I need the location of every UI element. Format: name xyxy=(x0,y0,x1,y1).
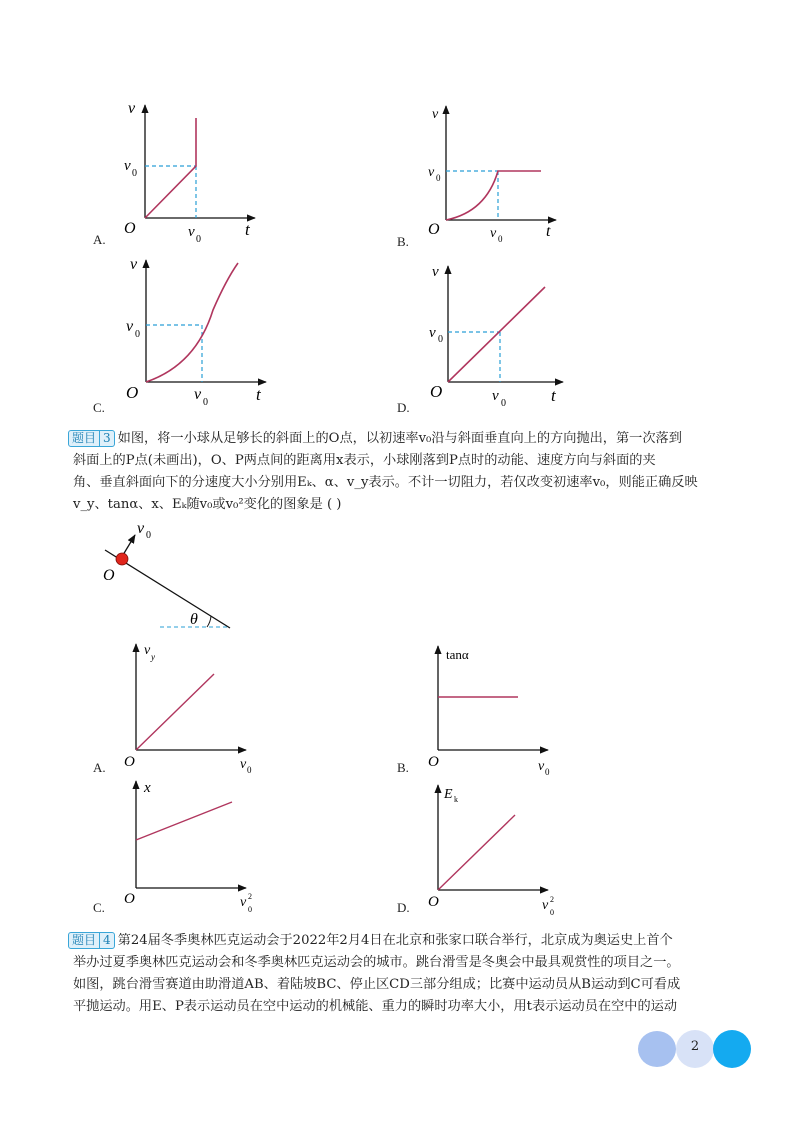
incline-figure xyxy=(95,518,245,633)
q2a-xtick-sub: 0 xyxy=(196,234,201,245)
q3a-ylabel: v xyxy=(144,643,151,658)
q3-graph-d xyxy=(420,780,570,920)
q2a-ytick-sub: 0 xyxy=(132,168,137,179)
q2a-curve xyxy=(145,118,196,218)
question-4 xyxy=(68,930,728,1018)
page-number: 2 xyxy=(690,1039,700,1054)
q3-graph-a xyxy=(118,640,268,775)
q2-graph-c xyxy=(118,255,278,410)
q3b-xlabel: v xyxy=(538,759,545,774)
q2d-xtick-sub: 0 xyxy=(501,398,506,409)
question-tag: 题目 3 xyxy=(68,430,115,447)
q3b-ylabel: tanα xyxy=(446,647,469,662)
q2b-ytick: v xyxy=(428,165,435,180)
q2b-origin: O xyxy=(428,221,440,238)
q2a-origin: O xyxy=(124,220,136,237)
q3c-ylabel: x xyxy=(144,780,151,796)
q2c-xlabel: t xyxy=(256,385,261,404)
question-tag: 题目 4 xyxy=(68,932,115,949)
q2d-ylabel: v xyxy=(432,264,439,280)
q3b-origin: O xyxy=(428,754,439,770)
q2d-xtick: v xyxy=(492,388,499,404)
q3-option-d-letter[interactable]: D. xyxy=(397,900,410,915)
q2b-ylabel: v xyxy=(432,107,439,122)
q3a-xlabel-sub: 0 xyxy=(247,765,252,775)
q2d-ytick: v xyxy=(429,325,436,341)
q3a-ylabel-sub: y xyxy=(151,652,155,662)
q2c-xtick-sub: 0 xyxy=(203,397,208,408)
page-number-badge xyxy=(638,1030,752,1068)
q2-option-c-letter[interactable]: C. xyxy=(93,400,105,415)
q4-text-1: 第24届冬季奥林匹克运动会于2022年2月4日在北京和张家口联合举行，北京成为奥运史上首个 xyxy=(117,933,673,948)
fig-origin: O xyxy=(103,567,115,584)
q3d-ylabel-sub: k xyxy=(454,795,458,804)
fig-v0-sub: 0 xyxy=(146,530,151,541)
q2b-curve xyxy=(446,171,541,220)
q2a-xtick: v xyxy=(188,224,195,240)
q2c-ylabel: v xyxy=(130,256,138,273)
q3-text-3: 角、垂直斜面向下的分速度大小分别用Eₖ、α、v_y表示。不计一切阻力，若仅改变初速率v₀，则能正确反映 xyxy=(73,475,698,490)
fig-theta: θ xyxy=(190,611,198,628)
q2b-xtick-sub: 0 xyxy=(498,234,503,244)
q4-text-4: 平抛运动。用E、P表示运动员在空中运动的机械能、重力的瞬时功率大小，用t表示运动员在空中的运动 xyxy=(73,999,678,1014)
q2a-ylabel: v xyxy=(128,100,136,117)
q2-option-b-letter[interactable]: B. xyxy=(397,234,409,249)
q3a-origin: O xyxy=(124,754,135,770)
q2d-origin: O xyxy=(430,382,443,401)
q3-option-a-letter[interactable]: A. xyxy=(93,760,106,775)
q3c-origin: O xyxy=(124,891,135,907)
q3a-xlabel: v xyxy=(240,757,247,772)
q2b-ytick-sub: 0 xyxy=(436,173,441,183)
q3c-line xyxy=(136,802,232,840)
question-3 xyxy=(68,428,728,516)
theta-arc xyxy=(207,616,211,627)
q3c-xlabel-sup: 2 xyxy=(248,892,252,901)
q2a-ytick: v xyxy=(124,158,131,174)
q3-text-2: 斜面上的P点(未画出)，O、P两点间的距离用x表示，小球刚落到P点时的动能、速度方向与斜面的夹 xyxy=(73,453,656,468)
q3d-xlabel-sup: 2 xyxy=(550,895,554,904)
q2-option-a-letter[interactable]: A. xyxy=(93,232,106,247)
q2-graph-a xyxy=(118,100,268,245)
q3-option-b-letter[interactable]: B. xyxy=(397,760,409,775)
q3d-ylabel: E xyxy=(444,787,453,802)
q3c-xlabel-sub: 0 xyxy=(248,905,252,914)
q3b-xlabel-sub: 0 xyxy=(545,767,550,777)
q4-text-2: 举办过夏季奥林匹克运动会和冬季奥林匹克运动会的城市。跳台滑雪是冬奥会中最具观赏性的项目之一。 xyxy=(73,955,680,970)
q3d-xlabel: v xyxy=(542,898,549,913)
velocity-arrow xyxy=(123,535,135,555)
q3-graph-b xyxy=(420,642,570,777)
q3c-xlabel: v xyxy=(240,895,247,910)
fig-v0: v xyxy=(137,520,145,537)
q2d-ytick-sub: 0 xyxy=(438,334,443,345)
q3a-line xyxy=(136,674,214,750)
q2b-xtick: v xyxy=(490,226,497,241)
q2c-curve xyxy=(146,263,238,382)
q3d-line xyxy=(438,815,515,890)
q2d-xlabel: t xyxy=(551,386,556,405)
q3-option-c-letter[interactable]: C. xyxy=(93,900,105,915)
q2c-origin: O xyxy=(126,383,139,402)
ball xyxy=(116,553,128,565)
q2c-ytick-sub: 0 xyxy=(135,329,140,340)
q2c-ytick: v xyxy=(126,318,134,335)
q4-text-3: 如图，跳台滑雪赛道由助滑道AB、着陆坡BC、停止区CD三部分组成；比赛中运动员从B运动到C可看成 xyxy=(73,977,681,992)
q3d-origin: O xyxy=(428,894,439,910)
q2a-xlabel: t xyxy=(245,220,250,239)
q2d-curve xyxy=(448,287,545,382)
q3-text-4: v_y、tanα、x、Eₖ随v₀或v₀²变化的图象是 ( ) xyxy=(73,497,342,512)
q2-option-d-letter[interactable]: D. xyxy=(397,400,410,415)
q3d-xlabel-sub: 0 xyxy=(550,908,554,917)
q3-graph-c xyxy=(118,775,268,915)
q2c-xtick: v xyxy=(194,386,202,403)
q2b-xlabel: t xyxy=(546,223,551,240)
q3-text-1: 如图，将一小球从足够长的斜面上的O点，以初速率v₀沿与斜面垂直向上的方向抛出，第一次落到 xyxy=(117,431,682,446)
q2-graph-b xyxy=(418,100,568,245)
q2-graph-d xyxy=(418,262,578,412)
